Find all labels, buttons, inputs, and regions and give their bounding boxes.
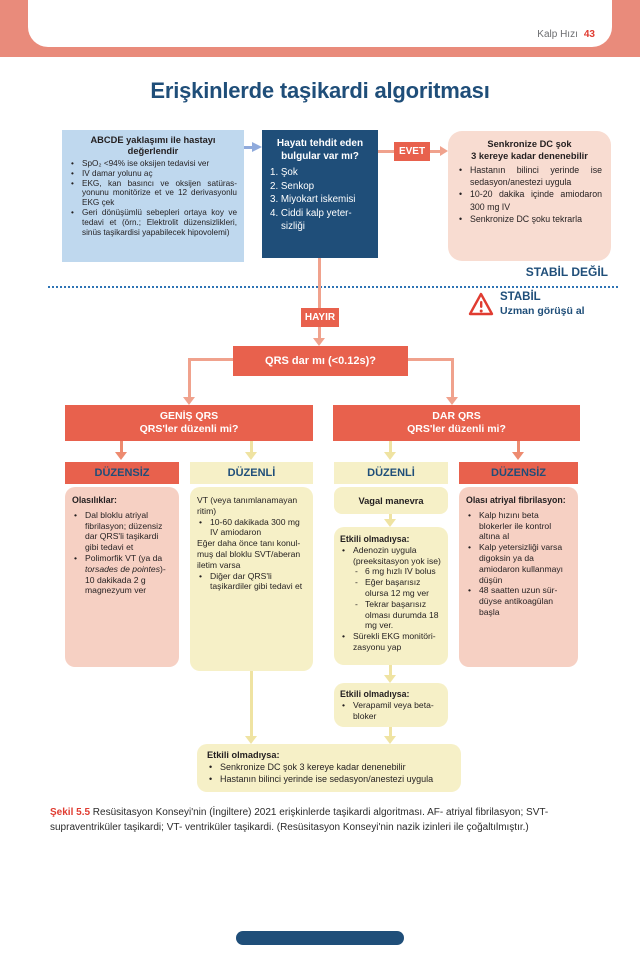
- list-item: [69, 159, 237, 169]
- arrowhead-down-icon: [384, 519, 396, 527]
- shock-box-title-line2: 3 kereye kadar denenebilir: [471, 150, 588, 161]
- label-regular-narrow: DÜZENLİ: [334, 462, 448, 484]
- irregular-narrow-box: [459, 487, 578, 667]
- list-item-text: Geri dönüşümlü sebepleri ortaya koy ve tedavi et (örn.; Elektrolit düzensizlikleri, sinüs taşikardisi yapabilecek hipovolemi): [82, 207, 237, 237]
- danger-box: [262, 130, 378, 258]
- list-item-text: Diğer dar QRS'li taşikardiler gibi tedavi et: [210, 570, 303, 592]
- final-box: [197, 744, 461, 792]
- list-item: [457, 188, 602, 212]
- list-item: 2. Senkop: [270, 180, 315, 192]
- list-item-text: SpO₂ <94% ise oksijen tedavisi ver: [82, 159, 210, 168]
- list-item: 1. Şok: [270, 167, 298, 178]
- sub-list-item: [353, 566, 442, 577]
- wide-qrs-line1: GENİŞ QRS: [159, 409, 219, 422]
- label-regular-wide: DÜZENLİ: [190, 462, 313, 484]
- list-item: [197, 517, 306, 539]
- arrowhead-down-icon: [183, 397, 195, 405]
- arrowhead-down-icon: [313, 338, 325, 346]
- list-item: [69, 208, 237, 237]
- list-item-text: Hastanın bilinci yerinde ise sedasyon/anestezi uygula: [470, 165, 602, 188]
- list-item-text: 10-20 dakika içinde amiodaron 300 mg IV: [470, 189, 602, 212]
- stable-divider: [48, 286, 618, 288]
- wide-qrs-line2: QRS'ler düzenli mi?: [139, 423, 239, 435]
- danger-box-title: Hayatı tehdit eden bulgular var mı?: [276, 138, 364, 162]
- list-item: [69, 179, 237, 208]
- shock-box: [448, 131, 611, 261]
- label-irregular-wide: DÜZENSİZ: [65, 462, 179, 484]
- list-item: [72, 510, 172, 553]
- italic-term: torsades de pointes: [85, 563, 161, 574]
- page-title: Erişkinlerde taşikardi algoritması: [150, 78, 490, 103]
- list-item: [72, 553, 172, 596]
- list-item-text: Dal bloklu atriyal fibrilasyon; düzensiz dar QRS'li taşikardi gibi tedavi et: [85, 509, 163, 553]
- list-item: [340, 545, 442, 567]
- line-eff1-down: [389, 665, 392, 675]
- expert-opinion-label: Uzman görüşü al: [500, 305, 585, 317]
- wide-qrs-box: [65, 405, 313, 441]
- list-item-text: Sürekli EKG monitörizasyonu yap: [353, 631, 436, 652]
- page-number: 43: [583, 29, 595, 40]
- hayir-label: HAYIR: [301, 308, 339, 327]
- list-item: [207, 773, 451, 786]
- ineffective-box-1: [334, 527, 448, 665]
- arrowhead-down-icon: [384, 736, 396, 744]
- list-item-text: IV damar yolunu aç: [82, 168, 153, 178]
- list-item: [197, 571, 306, 593]
- narrow-qrs-line2: QRS'ler düzenli mi?: [407, 423, 506, 435]
- list-item-text: Senkronize DC şoku tekrarla: [470, 213, 582, 224]
- arrowhead-down-icon: [446, 397, 458, 405]
- arrowhead-down-icon: [245, 452, 257, 460]
- irregular-wide-box: [65, 487, 179, 667]
- footer-bar: [236, 931, 404, 945]
- vagal-box: Vagal manevra: [334, 487, 448, 514]
- list-item-text: )- 10 dakikada 2 g magnezyum ver: [85, 563, 166, 596]
- line-eff2-down: [389, 727, 392, 736]
- list-item-text: Kalp yetersizliği varsa digoksin ya da amiodaron kullanmayı düşün: [479, 542, 564, 585]
- list-item: [340, 631, 442, 653]
- evet-label: EVET: [394, 142, 430, 161]
- heading: Etkili olmadıysa:: [340, 689, 410, 699]
- assess-box: [62, 130, 244, 262]
- heading: Olası atriyal fibrilasyon:: [466, 495, 566, 505]
- list-item-text: Tekrar başarısız olması durumda 18 mg ver.: [365, 598, 439, 631]
- list-item-text: Adenozin uygula (preeksitasyon yok ise): [353, 544, 441, 566]
- narrow-qrs-line1: DAR QRS: [432, 409, 481, 422]
- arrowhead-down-icon: [512, 452, 524, 460]
- caption-text: Resüsitasyon Konseyi'nin (İngiltere) 2021 erişkinlerde taşikardi algoritması. AF- atriyal fibrilasyon; SVT- supraventriküler taşikardi; VT- ventriküler taşikardi. (Resüsitasyon Konseyi'nin nazik izinleri ile çoğaltılmıştır.): [50, 807, 549, 833]
- label-irregular-narrow: DÜZENSİZ: [459, 462, 578, 484]
- heading: Olasılıklar:: [72, 495, 117, 505]
- list-item-text: Polimorfik VT (ya da: [85, 552, 163, 563]
- line-qrs-left: [188, 358, 233, 361]
- list-item: 4. Ciddi kalp yetersizliği: [270, 207, 352, 232]
- list-item: [457, 213, 602, 225]
- list-item: 3. Miyokart iskemisi: [270, 194, 356, 205]
- list-item-text: Verapamil veya beta-bloker: [353, 699, 434, 721]
- sub-list-item: [353, 577, 442, 599]
- arrowhead-down-icon: [384, 675, 396, 683]
- figure-caption: [50, 805, 598, 835]
- narrow-qrs-box: [333, 405, 580, 441]
- list-item-text: Senkronize DC şok 3 kereye kadar denenebilir: [220, 761, 406, 772]
- page-header: [537, 29, 595, 40]
- line-qrs-right-down: [451, 358, 454, 397]
- arrowhead-right-icon: [440, 146, 448, 156]
- paragraph: VT (veya tanımlanamayan ritim): [197, 495, 298, 516]
- list-item: [69, 169, 237, 179]
- qrs-question-box: QRS dar mı (<0.12s)?: [233, 346, 408, 376]
- figure-number: Şekil 5.5: [50, 807, 91, 818]
- line-qrs-right: [408, 358, 454, 361]
- arrowhead-down-icon: [245, 736, 257, 744]
- list-item: [207, 761, 451, 774]
- warning-icon: [468, 292, 494, 316]
- regular-wide-box: [190, 487, 313, 671]
- list-item: [466, 585, 571, 617]
- paragraph: Eğer daha önce tanı konulmuş dal bloklu SVT/aberan iletim varsa: [197, 538, 301, 570]
- list-item: [466, 510, 571, 542]
- line-col2-to-final: [250, 671, 253, 736]
- arrowhead-down-icon: [384, 452, 396, 460]
- list-item-text: Eğer başarısız olursa 12 mg ver: [365, 577, 430, 598]
- list-item: [340, 700, 442, 722]
- heading: Etkili olmadıysa:: [207, 750, 280, 760]
- top-band-inner: [28, 0, 612, 47]
- list-item-text: 48 saatten uzun sürdüyse antikoagülan başla: [479, 585, 558, 617]
- list-item-text: 6 mg hızlı IV bolus: [365, 566, 436, 577]
- list-item-text: EKG, kan basıncı ve oksijen satürasyonunu monitörize et ve 12 derivasyonlu EKG çek: [82, 178, 237, 208]
- stable-label: STABİL: [500, 291, 541, 303]
- ineffective-box-2: [334, 683, 448, 727]
- list-item-text: Hastanın bilinci yerinde ise sedasyon/anestezi uygula: [220, 774, 434, 785]
- heading: Etkili olmadıysa:: [340, 534, 410, 544]
- arrowhead-down-icon: [115, 452, 127, 460]
- sub-list-item: [353, 599, 442, 631]
- list-item: [457, 164, 602, 188]
- assess-box-title: ABCDE yaklaşımı ile hastayı değerlendir: [90, 135, 216, 156]
- list-item: [466, 542, 571, 585]
- arrowhead-right-icon: [252, 142, 262, 152]
- not-stable-label: STABİL DEĞİL: [525, 265, 608, 279]
- section-label: Kalp Hızı: [537, 29, 578, 40]
- list-item-text: Kalp hızını beta blokerler ile kontrol altına al: [479, 509, 552, 542]
- shock-box-title-line1: Senkronize DC şok: [487, 139, 572, 149]
- list-item-text: 10-60 dakikada 300 mg IV amiodaron: [210, 516, 300, 538]
- line-qrs-left-down: [188, 358, 191, 397]
